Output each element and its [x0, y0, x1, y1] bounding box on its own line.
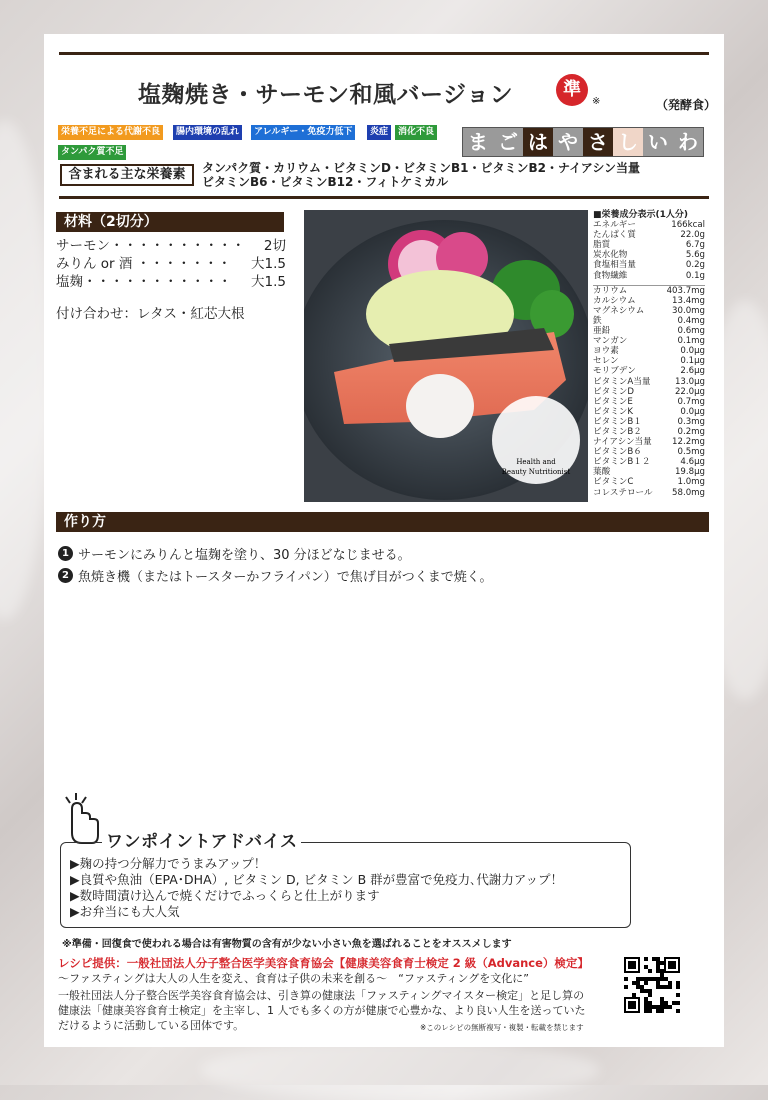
- nutrition-value: 0.2mg: [677, 426, 705, 437]
- nutrition-row: [593, 397, 705, 407]
- nutrition-value: 22.0μg: [674, 386, 705, 397]
- qr-code-icon[interactable]: [624, 957, 680, 1013]
- nutrition-value: 19.8μg: [674, 467, 705, 478]
- logo-text: Health and: [516, 458, 556, 466]
- makoha-char: し: [613, 128, 643, 156]
- nutrition-value: 0.5mg: [677, 447, 705, 458]
- nutrition-name: セレン: [593, 356, 619, 367]
- nutrition-name: たんぱく質: [593, 230, 636, 241]
- nutrition-row: [593, 366, 705, 376]
- nutrition-value: 0.0μg: [680, 406, 705, 417]
- nutrition-row: [593, 240, 705, 250]
- recipe-title: 塩麹焼き・サーモン和風バージョン: [138, 82, 514, 108]
- nutrition-row: [593, 260, 705, 270]
- ingredient-row: [56, 256, 286, 272]
- nutrition-row: [593, 427, 705, 437]
- nutrition-value: 403.7mg: [666, 285, 705, 296]
- nutrition-value: 4.6μg: [680, 457, 705, 468]
- nutrition-name: ビタミンE: [593, 396, 633, 407]
- section-rule: [59, 196, 709, 199]
- logo-text: Beauty Nutritionist: [501, 468, 571, 476]
- nutrition-row: [593, 467, 705, 477]
- tag-allergy: [251, 125, 355, 140]
- nutrition-name: エネルギー: [593, 220, 636, 231]
- nutrition-row: [593, 488, 705, 498]
- tag-label: 栄養不足による代謝不良: [61, 127, 161, 137]
- nutrition-name: マンガン: [593, 336, 628, 347]
- category-label: （発酵食）: [656, 98, 717, 112]
- nutrition-row: [593, 457, 705, 467]
- advice-title: ワンポイントアドバイス: [102, 827, 301, 852]
- garnish-text: 付け合わせ：レタス・紅芯大根: [56, 306, 245, 322]
- advice-item: ▶良質や魚油（EPA･DHA）, ビタミン D, ビタミン B 群が豊富で免疫力､代謝力アップ！: [70, 872, 564, 887]
- nutrition-name: 食物繊維: [593, 270, 628, 281]
- nutrition-row: [593, 407, 705, 417]
- method-step: [58, 566, 492, 585]
- nutrition-value: 0.3mg: [677, 416, 705, 427]
- makoha-char: や: [553, 128, 583, 156]
- tag-label: アレルギー・免疫力低下: [254, 127, 353, 137]
- association-description: 一般社団法人分子整合医学美容食育協会は、引き算の健康法「ファスティングマイスター検定」と足し算の: [58, 989, 585, 1002]
- makoha-char: は: [523, 128, 553, 156]
- nutrition-name: 食塩相当量: [593, 260, 636, 271]
- nutrition-row: [593, 447, 705, 457]
- nutrition-row: [593, 250, 705, 260]
- step-text: 魚焼き機（またはトースターかフライパン）で焦げ目がつくまで焼く。: [78, 570, 493, 585]
- nutrition-value: 0.0μg: [680, 346, 705, 357]
- nutrition-name: 脂質: [593, 240, 611, 251]
- nutrition-name: ビタミンB１２: [593, 457, 651, 468]
- association-description: だけるように活動している団体です。: [58, 1019, 245, 1032]
- nutrition-row: [593, 356, 705, 366]
- nutrition-name: 葉酸: [593, 467, 611, 478]
- nutrition-value: 13.4mg: [672, 295, 705, 306]
- nutrition-value: 0.6mg: [677, 326, 705, 337]
- tag-label: 腸内環境の乱れ: [176, 127, 240, 137]
- nutrients-line: ビタミンB6・ビタミンB12・フィトケミカル: [202, 175, 449, 189]
- prep-note: ※準備・回復食で使われる場合は有害物質の含有が少ない小さい魚を選ばれることをオススメします: [62, 939, 512, 950]
- ingredient-row: [56, 274, 286, 290]
- nutrition-value: 6.7g: [685, 240, 705, 251]
- nutrition-row: [593, 220, 705, 230]
- association-description: 健康法「健康美容食育士検定」を主宰し、1 人でも多くの方が健康で心豊かな、より良い人生を送っていた: [58, 1004, 586, 1017]
- tag-inflammation: [367, 125, 391, 140]
- nutrition-row: [593, 387, 705, 397]
- nutrition-row: [593, 306, 705, 316]
- nutrition-name: ビタミンB１: [593, 416, 642, 427]
- nutrition-row: [593, 346, 705, 356]
- makoha-char: い: [643, 128, 673, 156]
- nutrition-value: 0.1g: [685, 270, 705, 281]
- nutrition-value: 13.0μg: [674, 376, 705, 387]
- nutrition-value: 0.2g: [685, 260, 705, 271]
- tag-digestion: [395, 125, 437, 140]
- nutrition-name: カルシウム: [593, 295, 636, 306]
- nutrition-name: 鉄: [593, 315, 602, 326]
- nutrition-row: [593, 437, 705, 447]
- nutrition-name: マグネシウム: [593, 305, 645, 316]
- advice-item: ▶麹の持つ分解力でうまみアップ！: [70, 856, 267, 871]
- advice-item: ▶数時間漬け込んで焼くだけでふっくらと仕上がります: [70, 888, 380, 903]
- association-description: 〜ファスティングは大人の人生を変え、食育は子供の未来を創る〜 “ファスティングを文化に”: [58, 972, 529, 985]
- makoha-char: ま: [463, 128, 493, 156]
- nutrition-value: 0.1μg: [680, 356, 705, 367]
- nutrition-row: [593, 377, 705, 387]
- nutrition-name: ビタミンA当量: [593, 376, 651, 387]
- makoha-char: さ: [583, 128, 613, 156]
- method-step: [58, 544, 411, 563]
- tag-label: 消化不良: [398, 127, 435, 137]
- nutrition-name: 亜鉛: [593, 326, 611, 337]
- jun-badge-mark: ※: [592, 96, 601, 107]
- ingredient-qty: 大1.5: [251, 274, 286, 290]
- nutrition-name: モリブデン: [593, 366, 636, 377]
- nutrition-name: 炭水化物: [593, 250, 628, 261]
- nutrition-facts: [593, 210, 705, 498]
- nutrition-value: 0.4mg: [677, 315, 705, 326]
- advice-item: ▶お弁当にも大人気: [70, 904, 180, 919]
- method-heading: 作り方: [56, 512, 709, 532]
- ingredient-name: みりん or 酒 ・・・・・・・: [56, 256, 232, 272]
- nutrition-name: ヨウ素: [593, 346, 619, 357]
- nutrition-value: 58.0mg: [672, 487, 705, 498]
- top-rule: [59, 52, 709, 55]
- nutrition-name: コレステロール: [593, 487, 653, 498]
- nutrition-row: [593, 417, 705, 427]
- nutrition-name: ビタミンK: [593, 406, 634, 417]
- nutrition-row: [593, 230, 705, 240]
- nutrition-name: ビタミンC: [593, 477, 634, 488]
- copyright-notice: ※このレシピの無断複写・複製・転載を禁じます: [420, 1023, 584, 1032]
- nutrition-name: カリウム: [593, 285, 628, 296]
- step-number: 1: [58, 546, 73, 561]
- recipe-card: [44, 34, 724, 1047]
- nutrition-row: [593, 326, 705, 336]
- nutrition-value: 2.6μg: [680, 366, 705, 377]
- nutrition-name: ビタミンB６: [593, 447, 642, 458]
- dish-illustration: [304, 210, 588, 502]
- makoha-char: わ: [673, 128, 703, 156]
- makohayasashiiwa-chart: [462, 127, 704, 157]
- dish-photo: [304, 210, 588, 502]
- ingredient-name: 塩麹・・・・・・・・・・・: [56, 274, 232, 290]
- nutrition-name: ナイアシン当量: [593, 437, 652, 448]
- credit-exam: 【健康美容食育士検定 2 級（Advance）検定】: [333, 956, 589, 970]
- nutrition-title: ■栄養成分表示(1人分): [593, 210, 688, 220]
- tag-label: タンパク質不足: [61, 147, 124, 157]
- nutrition-value: 166kcal: [671, 220, 705, 231]
- nutrients-line: タンパク質・カリウム・ビタミンD・ビタミンB1・ビタミンB2・ナイアシン当量: [202, 161, 641, 175]
- nutrition-row: [593, 285, 705, 296]
- nutrition-row: [593, 316, 705, 326]
- tag-label: 炎症: [370, 127, 389, 137]
- nutrition-value: 0.1mg: [677, 336, 705, 347]
- nutrition-row: [593, 271, 705, 281]
- credit-org: レシピ提供：一般社団法人分子整合医学美容食育協会: [58, 956, 334, 970]
- nutrition-value: 0.7mg: [677, 396, 705, 407]
- jun-badge: 準: [556, 74, 588, 106]
- nutrition-value: 5.6g: [685, 250, 705, 261]
- nutrition-row: [593, 477, 705, 487]
- ingredient-qty: 大1.5: [251, 256, 286, 272]
- makoha-char: ご: [493, 128, 523, 156]
- nutrition-value: 30.0mg: [672, 305, 705, 316]
- nutrition-value: 1.0mg: [677, 477, 705, 488]
- step-text: サーモンにみりんと塩麹を塗り、30 分ほどなじませる。: [78, 548, 411, 563]
- nutrition-name: ビタミンB２: [593, 426, 642, 437]
- nutrition-name: ビタミンD: [593, 386, 634, 397]
- ingredient-name: サーモン・・・・・・・・・・: [56, 238, 245, 254]
- ingredients-heading: 材料（2切分）: [56, 212, 284, 232]
- nutrition-value: 22.0g: [680, 230, 705, 241]
- nutrition-value: 12.2mg: [672, 437, 705, 448]
- tag-metabolism: [58, 125, 163, 140]
- recipe-credit: [58, 955, 589, 971]
- ingredient-qty: 2切: [263, 238, 286, 254]
- tag-gut: [173, 125, 242, 140]
- tag-protein: [58, 145, 126, 160]
- nutrients-label: 含まれる主な栄養素: [60, 164, 194, 186]
- ingredient-row: [56, 238, 286, 254]
- pointing-hand-icon: [54, 789, 104, 849]
- nutrients-list: [202, 161, 682, 189]
- nutrition-row: [593, 296, 705, 306]
- step-number: 2: [58, 568, 73, 583]
- nutrition-row: [593, 336, 705, 346]
